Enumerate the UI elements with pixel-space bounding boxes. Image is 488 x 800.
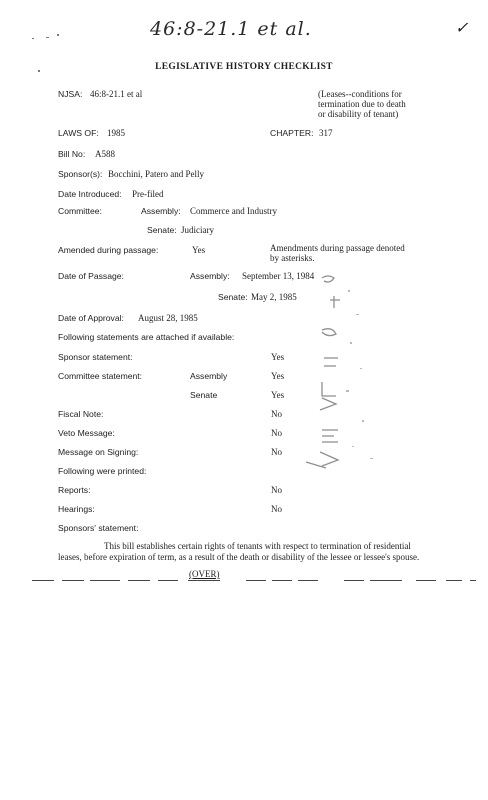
committee-statement-assembly-label: Assembly: [190, 371, 228, 381]
scan-speck: [46, 37, 49, 38]
laws-of-value: 1985: [107, 128, 125, 138]
separator-dash: [158, 580, 178, 581]
sponsors-label: Sponsor(s):: [58, 169, 103, 179]
stamp-speck: [346, 390, 349, 392]
chapter-label: CHAPTER:: [270, 128, 314, 138]
committee-assembly-value: Commerce and Industry: [190, 206, 277, 216]
passage-assembly-label: Assembly:: [190, 271, 230, 281]
passage-senate-label: Senate:: [218, 292, 248, 302]
date-of-approval-value: August 28, 1985: [138, 313, 198, 323]
veto-message-value: No: [271, 428, 282, 438]
committee-statement-senate-value: Yes: [271, 390, 285, 400]
sponsors-statement-body: This bill establishes certain rights of tenants with respect to termination of residential leases, before expiration of term, as a result of the death or disability of the lessee or lessee's spouse.: [58, 541, 420, 562]
separator-dash: [298, 580, 318, 581]
hearings-label: Hearings:: [58, 504, 95, 514]
separator-dash: [188, 580, 220, 581]
committee-label: Committee:: [58, 206, 102, 216]
sponsors-statement-text: [58, 541, 430, 563]
sponsors-statement-label: Sponsors' statement:: [58, 523, 139, 533]
scan-speck: [32, 38, 34, 39]
passage-senate-value: May 2, 1985: [251, 292, 297, 302]
committee-senate-value: Judiciary: [181, 225, 214, 235]
reports-value: No: [271, 485, 282, 495]
njsa-description-line-2: termination due to death: [318, 99, 406, 109]
laws-of-label: LAWS OF:: [58, 128, 99, 138]
hearings-value: No: [271, 504, 282, 514]
njsa-description-line-1: (Leases--conditions for: [318, 89, 402, 99]
amended-note-line-2: by asterisks.: [270, 253, 315, 263]
separator-dash: [32, 580, 54, 581]
fiscal-note-label: Fiscal Note:: [58, 409, 104, 419]
fiscal-note-value: No: [271, 409, 282, 419]
page-title: LEGISLATIVE HISTORY CHECKLIST: [155, 62, 333, 72]
njsa-description-line-3: or disability of tenant): [318, 109, 399, 119]
passage-assembly-value: September 13, 1984: [242, 271, 315, 281]
njsa-label: NJSA:: [58, 89, 83, 99]
stamp-speck: [356, 314, 359, 315]
stamp-speck: [360, 368, 362, 369]
committee-statement-label: Committee statement:: [58, 371, 143, 381]
date-introduced-value: Pre-filed: [132, 189, 164, 199]
separator-dash: [128, 580, 150, 581]
sponsor-statement-value: Yes: [271, 352, 285, 362]
bill-no-label: Bill No:: [58, 149, 86, 159]
stamp-speck: [370, 458, 373, 459]
amended-note-line-1: Amendments during passage denoted: [270, 243, 405, 253]
separator-dash: [62, 580, 84, 581]
committee-senate-label: Senate:: [147, 225, 177, 235]
message-on-signing-value: No: [271, 447, 282, 457]
handwritten-citation: 46:8-21.1 et al.: [150, 18, 312, 40]
committee-statement-assembly-value: Yes: [271, 371, 285, 381]
separator-dash: [90, 580, 120, 581]
njsa-value: 46:8-21.1 et al: [90, 89, 143, 99]
library-stamp-mark: [300, 270, 385, 480]
check-mark-icon: ✓: [455, 20, 469, 37]
separator-dash: [246, 580, 266, 581]
sponsor-statement-label: Sponsor statement:: [58, 352, 133, 362]
stamp-speck: [362, 420, 364, 422]
separator-dash: [446, 580, 462, 581]
date-of-passage-label: Date of Passage:: [58, 271, 124, 281]
date-of-approval-label: Date of Approval:: [58, 313, 124, 323]
over-footer: (OVER): [189, 569, 220, 579]
stamp-speck: [350, 342, 352, 344]
separator-dash: [272, 580, 292, 581]
attached-statements-header: Following statements are attached if available:: [58, 332, 235, 342]
committee-statement-senate-label: Senate: [190, 390, 218, 400]
printed-header: Following were printed:: [58, 466, 147, 476]
veto-message-label: Veto Message:: [58, 428, 115, 438]
amended-value: Yes: [192, 245, 206, 255]
message-on-signing-label: Message on Signing:: [58, 447, 139, 457]
stamp-speck: [352, 446, 354, 447]
separator-dash: [370, 580, 402, 581]
amended-label: Amended during passage:: [58, 245, 159, 255]
committee-assembly-label: Assembly:: [141, 206, 181, 216]
reports-label: Reports:: [58, 485, 91, 495]
stamp-speck: [348, 290, 350, 292]
scan-speck: [57, 34, 59, 36]
separator-dash: [470, 580, 476, 581]
date-introduced-label: Date Introduced:: [58, 189, 122, 199]
separator-dash: [344, 580, 364, 581]
separator-dash: [416, 580, 436, 581]
sponsors-value: Bocchini, Patero and Pelly: [108, 169, 204, 179]
bill-no-value: A588: [95, 149, 115, 159]
chapter-value: 317: [319, 128, 333, 138]
